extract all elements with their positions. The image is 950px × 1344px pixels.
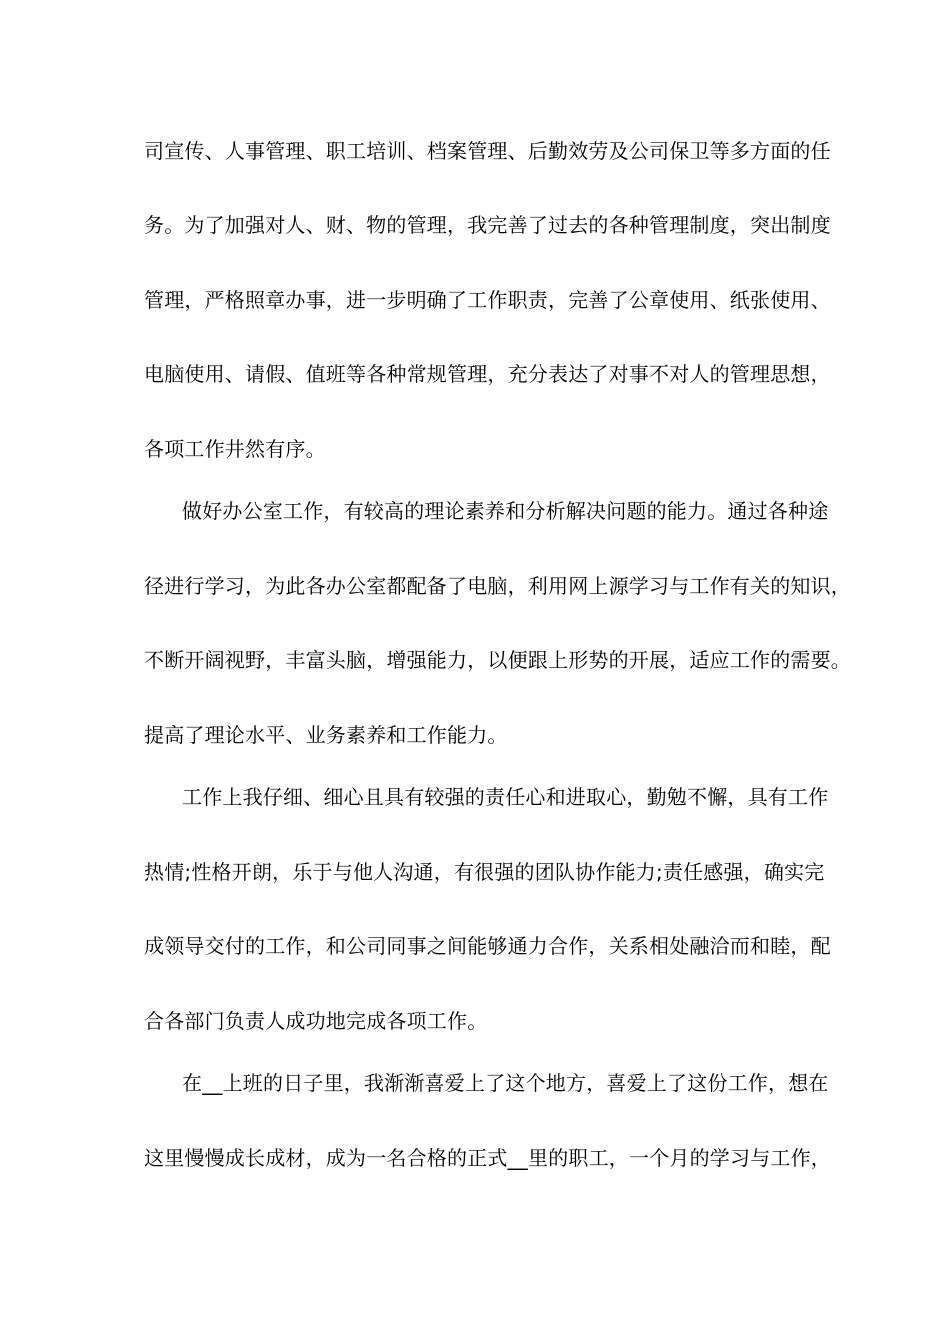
paragraph-first-line: 工作上我仔细、细心且具有较强的责任心和进取心，勤勉不懈，具有工作 xyxy=(182,785,829,809)
text-line: 不断开阔视野，丰富头脑，增强能力，以便跟上形势的开展，适应工作的需要。 xyxy=(144,648,851,672)
text-line: 电脑使用、请假、值班等各种常规管理，充分表达了对事不对人的管理思想， xyxy=(144,362,831,386)
text-line: 径进行学习，为此各办公室都配备了电脑，利用网上源学习与工作有关的知识， xyxy=(144,574,851,598)
text-line: 热情;性格开朗，乐于与他人沟通，有很强的团队协作能力;责任感强，确实完 xyxy=(144,860,825,884)
paragraph-first-line: 在__上班的日子里，我渐渐喜爱上了这个地方，喜爱上了这份工作，想在 xyxy=(182,1071,829,1095)
text-line: 各项工作井然有序。 xyxy=(144,437,326,461)
text-line: 这里慢慢成长成材，成为一名合格的正式__里的职工，一个月的学习与工作， xyxy=(144,1146,831,1170)
text-line: 合各部门负责人成功地完成各项工作。 xyxy=(144,1009,488,1033)
text-line: 成领导交付的工作，和公司同事之间能够通力合作，关系相处融洽而和睦，配 xyxy=(144,934,831,958)
text-line: 管理，严格照章办事，进一步明确了工作职责，完善了公章使用、纸张使用、 xyxy=(144,288,831,312)
text-line: 司宣传、人事管理、职工培训、档案管理、后勤效劳及公司保卫等多方面的任 xyxy=(144,139,831,163)
paragraph-first-line: 做好办公室工作，有较高的理论素养和分析解决问题的能力。通过各种途 xyxy=(182,499,829,523)
text-line: 提高了理论水平、业务素养和工作能力。 xyxy=(144,723,508,747)
text-line: 务。为了加强对人、财、物的管理，我完善了过去的各种管理制度，突出制度 xyxy=(144,213,831,237)
